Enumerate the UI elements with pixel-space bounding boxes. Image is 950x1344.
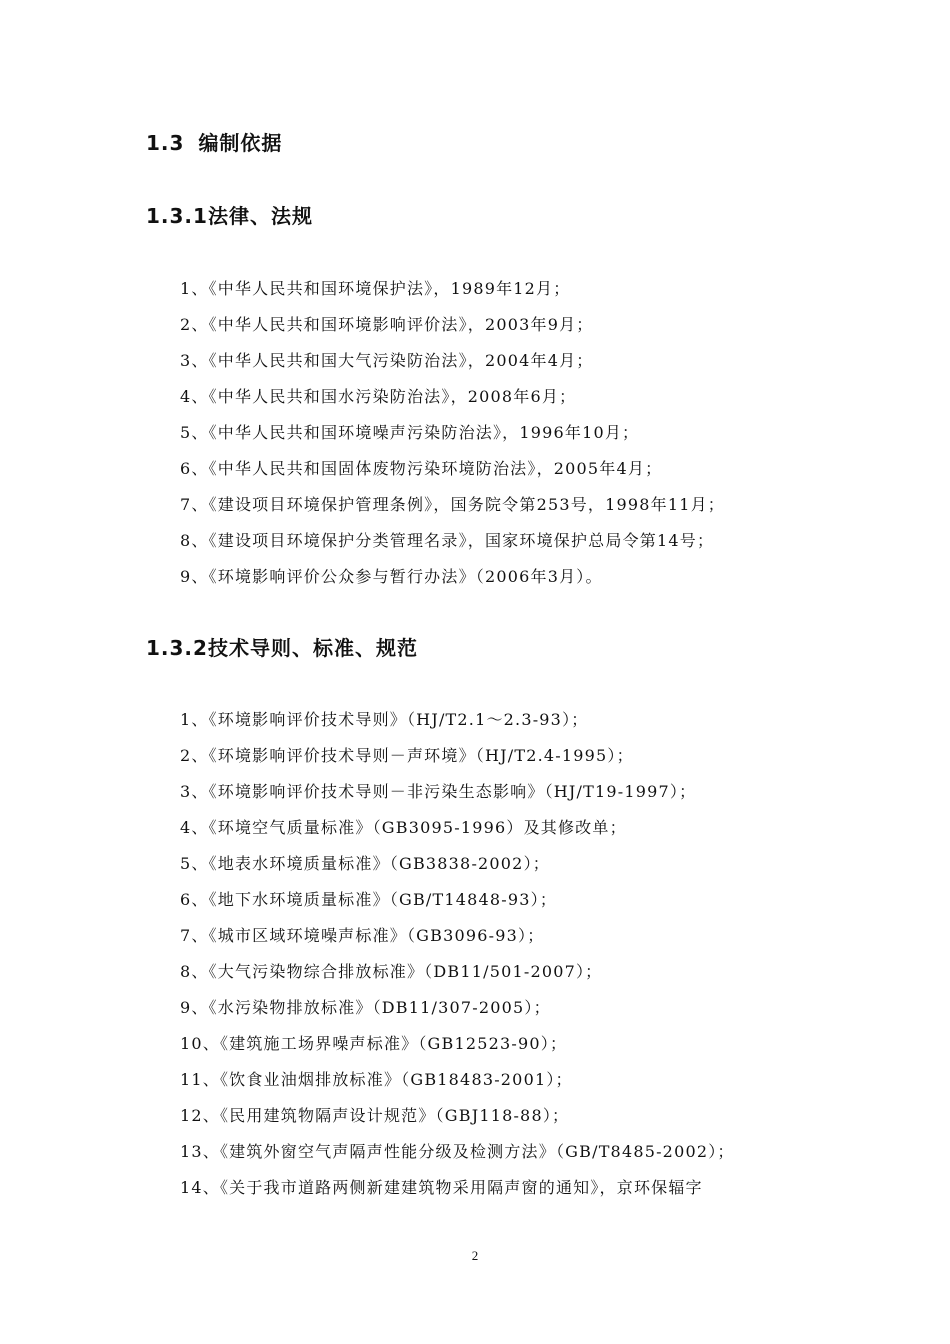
list-item: 5、《中华人民共和国环境噪声污染防治法》，1996年10月； bbox=[180, 423, 640, 442]
list-item: 12、《民用建筑物隔声设计规范》（GBJ118-88）； bbox=[180, 1106, 570, 1125]
list-item: 1、《中华人民共和国环境保护法》，1989年12月； bbox=[180, 279, 571, 298]
list-item: 3、《环境影响评价技术导则－非污染生态影响》（HJ/T19-1997）； bbox=[180, 782, 697, 801]
list-item: 9、《环境影响评价公众参与暂行办法》（2006年3月）。 bbox=[180, 567, 603, 586]
list-item: 6、《中华人民共和国固体废物污染环境防治法》，2005年4月； bbox=[180, 459, 663, 478]
list-item: 7、《建设项目环境保护管理条例》，国务院令第253号，1998年11月； bbox=[180, 495, 725, 514]
list-item: 6、《地下水环境质量标准》（GB/T14848-93）； bbox=[180, 890, 558, 909]
list-item: 14、《关于我市道路两侧新建建筑物采用隔声窗的通知》，京环保辐字 bbox=[180, 1178, 703, 1197]
list-item: 1、《环境影响评价技术导则》（HJ/T2.1～2.3-93）； bbox=[180, 710, 589, 729]
subsection-heading-standards: 1.3.2技术导则、标准、规范 bbox=[146, 636, 418, 660]
section-heading bbox=[146, 127, 282, 156]
list-item: 4、《中华人民共和国水污染防治法》，2008年6月； bbox=[180, 387, 577, 406]
list-item: 4、《环境空气质量标准》（GB3095-1996）及其修改单； bbox=[180, 818, 627, 837]
list-item: 2、《中华人民共和国环境影响评价法》，2003年9月； bbox=[180, 315, 594, 334]
list-item: 3、《中华人民共和国大气污染防治法》，2004年4月； bbox=[180, 351, 594, 370]
subsection-heading-laws: 1.3.1法律、法规 bbox=[146, 204, 313, 228]
list-item: 9、《水污染物排放标准》（DB11/307-2005）； bbox=[180, 998, 551, 1017]
standards-list bbox=[180, 702, 735, 1206]
list-item: 11、《饮食业油烟排放标准》（GB18483-2001）； bbox=[180, 1070, 573, 1089]
list-item: 10、《建筑施工场界噪声标准》（GB12523-90）； bbox=[180, 1034, 568, 1053]
list-item: 8、《建设项目环境保护分类管理名录》，国家环境保护总局令第14号； bbox=[180, 531, 715, 550]
list-item: 5、《地表水环境质量标准》（GB3838-2002）； bbox=[180, 854, 550, 873]
laws-list bbox=[180, 271, 725, 595]
page-number: 2 bbox=[471, 1248, 479, 1263]
section-title: 编制依据 bbox=[198, 131, 283, 155]
list-item: 7、《城市区域环境噪声标准》（GB3096-93）； bbox=[180, 926, 545, 945]
list-item: 13、《建筑外窗空气声隔声性能分级及检测方法》（GB/T8485-2002）； bbox=[180, 1142, 735, 1161]
section-number: 1.3 bbox=[146, 131, 185, 155]
list-item: 2、《环境影响评价技术导则－声环境》（HJ/T2.4-1995）； bbox=[180, 746, 634, 765]
list-item: 8、《大气污染物综合排放标准》（DB11/501-2007）； bbox=[180, 962, 603, 981]
